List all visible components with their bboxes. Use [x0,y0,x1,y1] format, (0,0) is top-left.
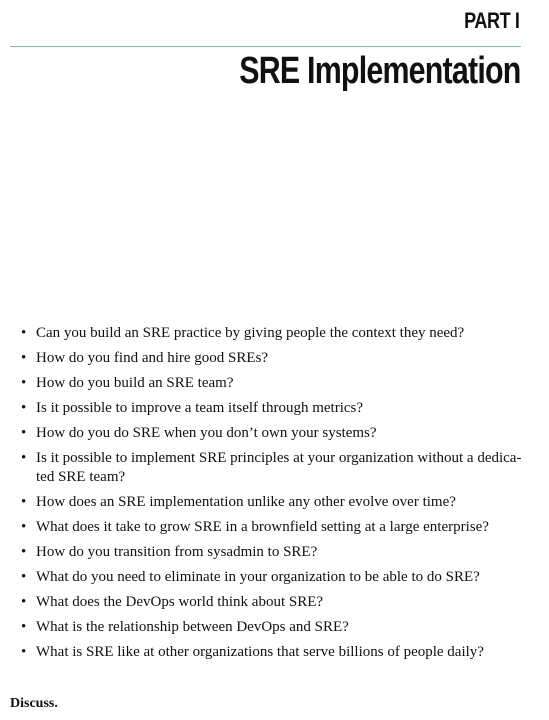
bullet-icon: • [21,425,27,441]
bullet-icon: • [21,644,27,660]
question-text: How do you do SRE when you don’t own your systems? [36,425,377,441]
part-label: PART I [463,8,519,33]
list-item [19,399,524,418]
header-divider [10,46,521,47]
question-text: What is the relationship between DevOps and SRE? [36,619,349,635]
list-item [19,568,524,587]
bullet-icon: • [21,519,27,535]
question-text: How do you find and hire good SREs? [36,350,269,366]
question-text: Can you build an SRE practice by giving people the context they need? [36,325,465,341]
list-item [19,593,524,612]
bullet-icon: • [21,544,27,560]
list-item [19,618,524,637]
list-item [19,449,524,487]
question-text: Is it possible to implement SRE principles at your organization without a dedica-ted SRE team? [36,450,522,485]
bullet-icon: • [21,325,27,341]
bullet-icon: • [21,375,27,391]
bullet-icon: • [21,494,27,510]
bullet-icon: • [21,400,27,416]
question-text: What does the DevOps world think about SRE? [36,594,324,610]
list-item [19,324,524,343]
list-item [19,349,524,368]
bullet-icon: • [21,569,27,585]
bullet-icon: • [21,450,27,466]
question-text: How does an SRE implementation unlike any other evolve over time? [36,494,456,510]
bullet-icon: • [21,619,27,635]
list-item [19,543,524,562]
bullet-icon: • [21,350,27,366]
question-text: How do you build an SRE team? [36,375,234,391]
list-item [19,374,524,393]
footer-note: Discuss. [10,696,58,711]
question-text: What do you need to eliminate in your organization to be able to do SRE? [36,569,480,585]
list-item [19,493,524,512]
list-item [19,518,524,537]
list-item [19,643,524,662]
part-title: SRE Implementation [238,50,520,92]
question-list [19,324,524,668]
bullet-icon: • [21,594,27,610]
question-text: What does it take to grow SRE in a brownfield setting at a large enterprise? [36,519,489,535]
list-item [19,424,524,443]
question-text: What is SRE like at other organizations that serve billions of people daily? [36,644,484,660]
question-text: Is it possible to improve a team itself through metrics? [36,400,364,416]
question-text: How do you transition from sysadmin to SRE? [36,544,318,560]
